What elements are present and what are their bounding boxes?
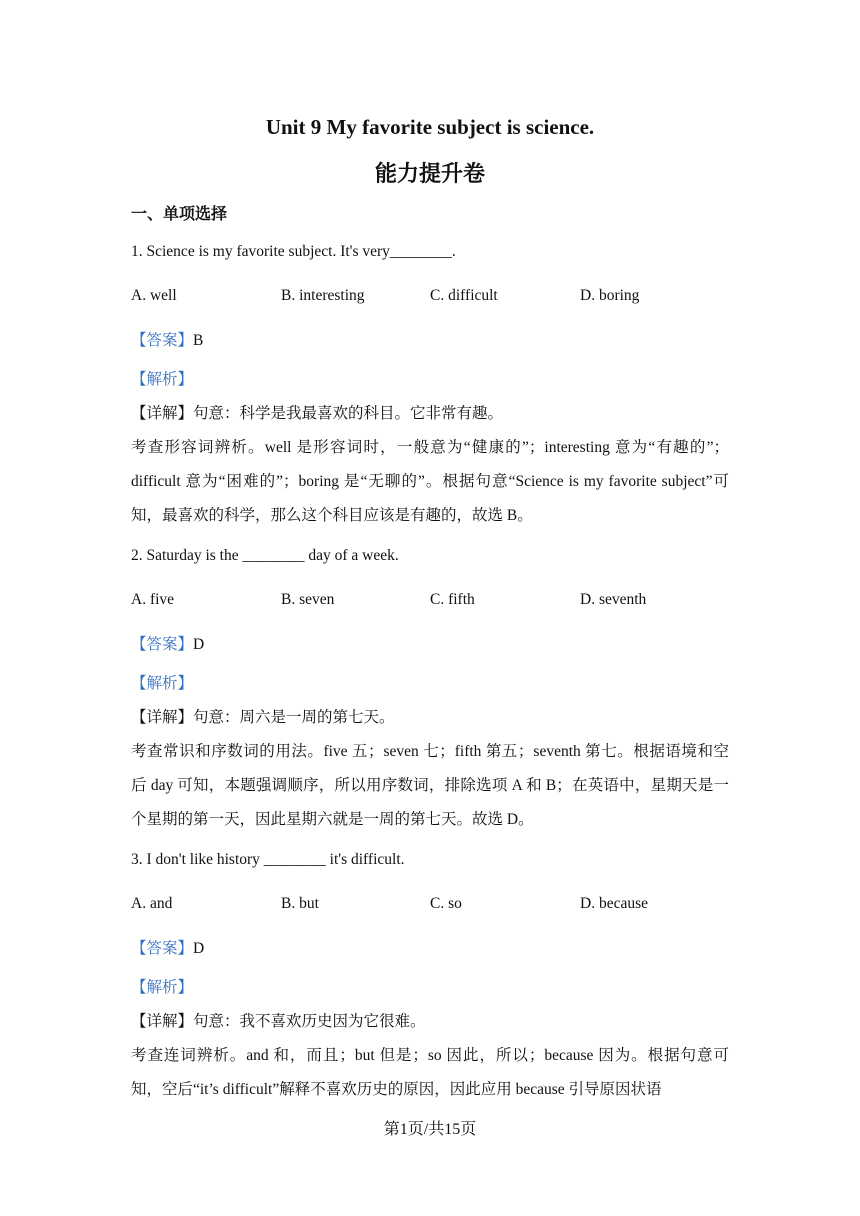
question-1-option-d: D. boring — [580, 287, 640, 304]
question-3-detail: 【详解】句意：我不喜欢历史因为它很难。 — [131, 1013, 426, 1030]
document-subtitle: 能力提升卷 — [374, 161, 485, 186]
question-2-option-c: C. fifth — [430, 591, 475, 608]
question-2-option-d: D. seventh — [580, 591, 647, 608]
question-3-explanation: 考查连词辨析。and 和，而且；but 但是；so 因此，所以；because 因为。根据句意可知，空后“it’s difficult”解释不喜欢历史的原因，因此应用 because 引导原因状语 — [131, 1047, 729, 1098]
question-1-option-b: B. interesting — [281, 287, 365, 304]
question-1-option-c: C. difficult — [430, 287, 498, 304]
question-3-analysis-label: 【解析】 — [131, 979, 194, 996]
question-3-analysis — [131, 1005, 729, 1107]
question-3-option-d: D. because — [580, 895, 648, 912]
question-2-detail: 【详解】句意：周六是一周的第七天。 — [131, 709, 395, 726]
question-2-stem: 2. Saturday is the ________ day of a week. — [131, 547, 399, 564]
question-3-option-c: C. so — [430, 895, 462, 912]
question-2-explanation: 考查常识和序数词的用法。five 五；seven 七；fifth 第五；seventh 第七。根据语境和空后 day 可知，本题强调顺序，所以用序数词，排除选项 A 和 B；在英语中，星期天是一个星期的第一天，因此星期六就是一周的第七天。故选 D。 — [131, 743, 729, 828]
answer-label: 【答案】 — [131, 940, 194, 957]
question-2-analysis-label: 【解析】 — [131, 675, 194, 692]
question-1-analysis — [131, 397, 729, 533]
question-1-analysis-label: 【解析】 — [131, 371, 194, 388]
document-title: Unit 9 My favorite subject is science. — [265, 115, 595, 139]
page-footer: 第1页/共15页 — [383, 1121, 477, 1138]
question-3-option-a: A. and — [131, 895, 173, 912]
question-1-option-a: A. well — [131, 287, 177, 304]
section-heading: 一、单项选择 — [131, 206, 228, 223]
answer-label: 【答案】 — [131, 332, 194, 349]
question-3-answer — [131, 938, 204, 960]
question-2-option-b: B. seven — [281, 591, 335, 608]
question-1-explanation: 考查形容词辨析。well 是形容词时，一般意为“健康的”；interesting 意为“有趣的”； difficult 意为“困难的”；boring 是“无聊的”。根据句意“Science is my favorite subject”可知，最喜欢的科学，那么这个科目应该是有趣的，故选 B。 — [131, 439, 729, 524]
question-1-stem: 1. Science is my favorite subject. It's very________. — [131, 243, 456, 260]
question-2-answer — [131, 634, 204, 656]
question-3-option-b: B. but — [281, 895, 319, 912]
answer-value: B — [193, 332, 204, 349]
question-3-stem: 3. I don't like history ________ it's difficult. — [131, 851, 405, 868]
question-1-detail: 【详解】句意：科学是我最喜欢的科目。它非常有趣。 — [131, 405, 504, 422]
answer-value: D — [193, 940, 205, 957]
answer-value: D — [193, 636, 205, 653]
question-1-answer — [131, 330, 203, 352]
question-2-option-a: A. five — [131, 591, 175, 608]
question-2-analysis — [131, 701, 729, 837]
answer-label: 【答案】 — [131, 636, 194, 653]
